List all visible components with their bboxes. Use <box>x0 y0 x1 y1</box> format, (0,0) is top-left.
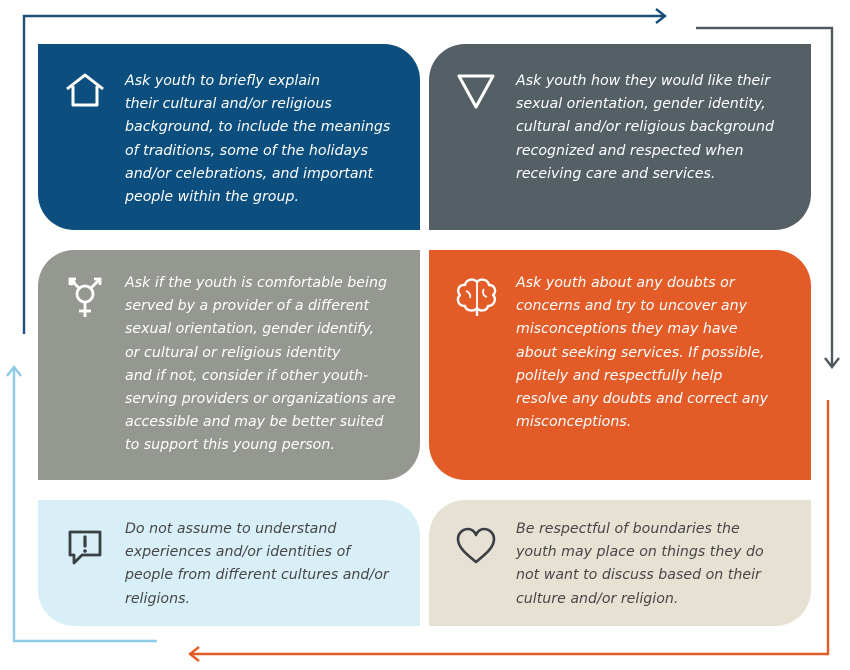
card-text: Ask youth to briefly explain their cultural and/or religious background, to include the meanings of traditions, some of the holidays and/or celebrations, and important people within the group. <box>125 73 391 206</box>
speech-bubble-exclamation-icon <box>62 524 108 570</box>
downward-triangle-icon <box>453 68 499 114</box>
heart-outline-icon <box>453 524 499 570</box>
card-respect-boundaries <box>429 500 811 626</box>
transgender-symbol-icon <box>62 274 108 320</box>
card-text: Be respectful of boundaries the youth may place on things they do not want to discuss based on their culture and/or religion. <box>516 521 764 607</box>
card-do-not-assume <box>38 500 420 626</box>
card-text: Ask youth about any doubts or concerns and try to uncover any misconceptions they may have about seeking services. If possible, politely and respectfully help resolve any doubts and correct any misconceptions. <box>516 275 768 431</box>
card-text: Ask youth how they would like their sexual orientation, gender identity, cultural and/or religious background recognized and respected when receiving care and services. <box>516 73 774 182</box>
card-text: Ask if the youth is comfortable being served by a provider of a different sexual orientation, gender identify, or cultural or religious identity and if not, consider if other youth- serving providers or organizations are accessible and may be better suited to support this young person. <box>125 275 396 454</box>
card-text: Do not assume to understand experiences and/or identities of people from different cultures and/or religions. <box>125 521 389 607</box>
card-cultural-background <box>38 44 420 230</box>
card-provider-comfort <box>38 250 420 480</box>
brain-icon <box>453 274 499 320</box>
house-outline-icon <box>62 68 108 114</box>
card-identity-recognition <box>429 44 811 230</box>
card-doubts-concerns <box>429 250 811 480</box>
